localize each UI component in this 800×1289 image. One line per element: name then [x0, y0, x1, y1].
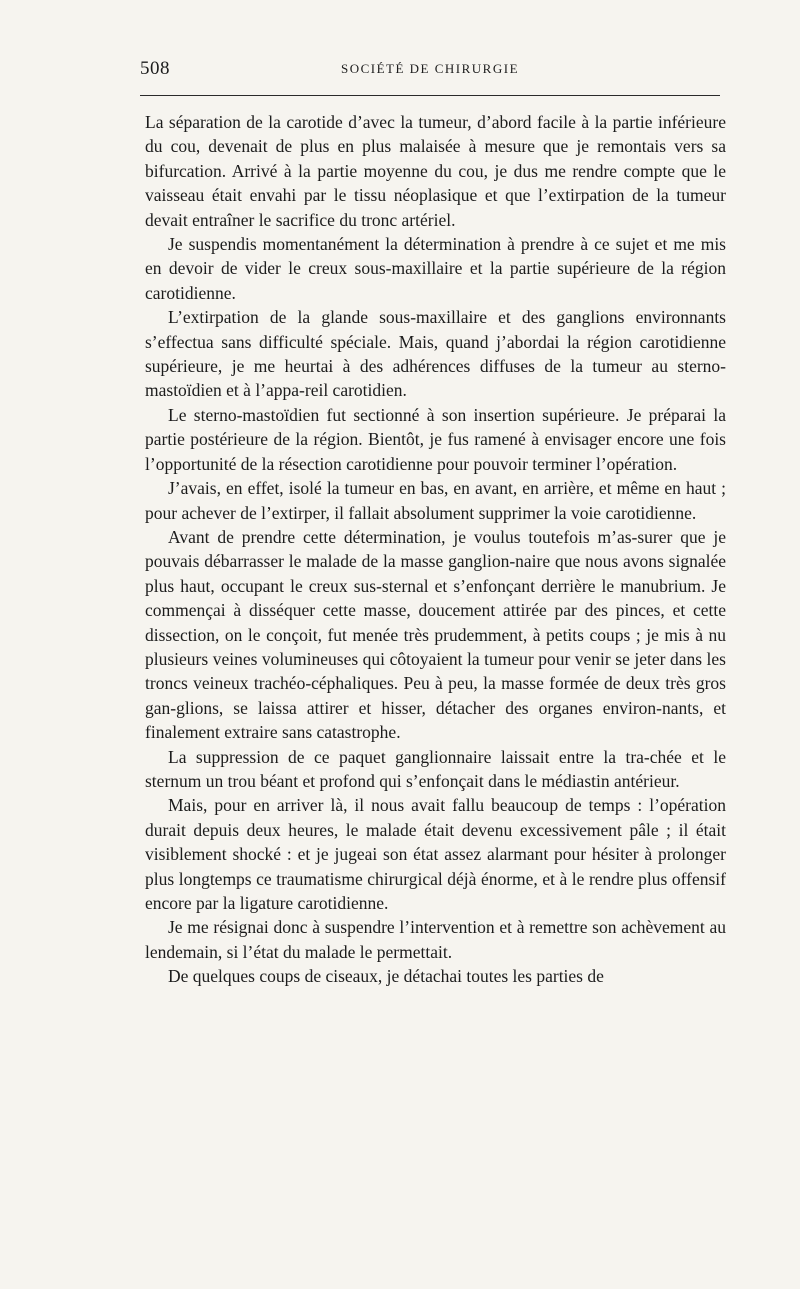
- paragraph-2: Je suspendis momentanément la détermination à prendre à ce sujet et me mis en devoir de vider le creux sous-maxillaire et la partie supérieure de la région carotidienne.: [145, 234, 726, 303]
- paragraph-9: Je me résignai donc à suspendre l’intervention et à remettre son achèvement au lendemain, si l’état du malade le permettait.: [145, 917, 726, 962]
- page-header: [140, 58, 720, 82]
- paragraph-1: La séparation de la carotide d’avec la tumeur, d’abord facile à la partie inférieure du cou, devenait de plus en plus malaisée à mesure que je remontais vers sa bifurcation. Arrivé à la partie moyenne du cou, je dus me rendre compte que le vaisseau était envahi par le tissu néoplasique et que l’extirpation de la tumeur devait entraîner le sacrifice du tronc artériel.: [145, 112, 726, 230]
- paragraph-5: J’avais, en effet, isolé la tumeur en bas, en avant, en arrière, et même en haut ; pour achever de l’extirper, il fallait absolument supprimer la voie carotidienne.: [145, 478, 726, 523]
- paragraph-4: Le sterno-mastoïdien fut sectionné à son insertion supérieure. Je préparai la partie postérieure de la région. Bientôt, je fus ramené à envisager encore une fois l’opportunité de la résection carotidienne pour pouvoir terminer l’opération.: [145, 404, 726, 474]
- paragraph-10: De quelques coups de ciseaux, je détachai toutes les parties de: [168, 966, 604, 987]
- page-number: 508: [140, 58, 170, 79]
- paragraph-3: L’extirpation de la glande sous-maxillaire et des ganglions environnants s’effectua sans difficulté spéciale. Mais, quand j’abordai la région carotidienne supérieure, je me heurtai à des adhérences diffuses de la tumeur au sterno-mastoïdien et à l’appa-reil carotidien.: [145, 307, 726, 401]
- paragraph-6: Avant de prendre cette détermination, je voulus toutefois m’as-surer que je pouvais débarrasser le malade de la masse ganglion-naire que nous avons signalée plus haut, occupant le creux sus-sternal et s’enfonçant derrière le manubrium. Je commençai à disséquer cette masse, doucement attirée par des pinces, et cette dissection, on le conçoit, fut menée très prudemment, à petits coups ; je mis à nu plusieurs veines volumineuses qui côtoyaient la tumeur pour venir se jeter dans les troncs veineux trachéo-céphaliques. Peu à peu, la masse formée de deux très gros gan-glions, se laissa attirer et hisser, détacher des organes environ-nants, et finalement extraire sans catastrophe.: [145, 526, 726, 743]
- header-rule: [140, 95, 720, 96]
- body-text: [145, 110, 726, 989]
- paragraph-7: La suppression de ce paquet ganglionnaire laissait entre la tra-chée et le sternum un trou béant et profond qui s’enfonçait dans le médiastin antérieur.: [145, 746, 726, 791]
- paragraph-8: Mais, pour en arriver là, il nous avait fallu beaucoup de temps : l’opération durait depuis deux heures, le malade était devenu excessivement pâle ; il était visiblement shocké : et je jugeai son état assez alarmant pour hésiter à prolonger plus longtemps ce traumatisme chirurgical déjà énorme, et à le rendre plus offensif encore par la ligature carotidienne.: [145, 795, 726, 913]
- running-head: SOCIÉTÉ DE CHIRURGIE: [340, 61, 520, 76]
